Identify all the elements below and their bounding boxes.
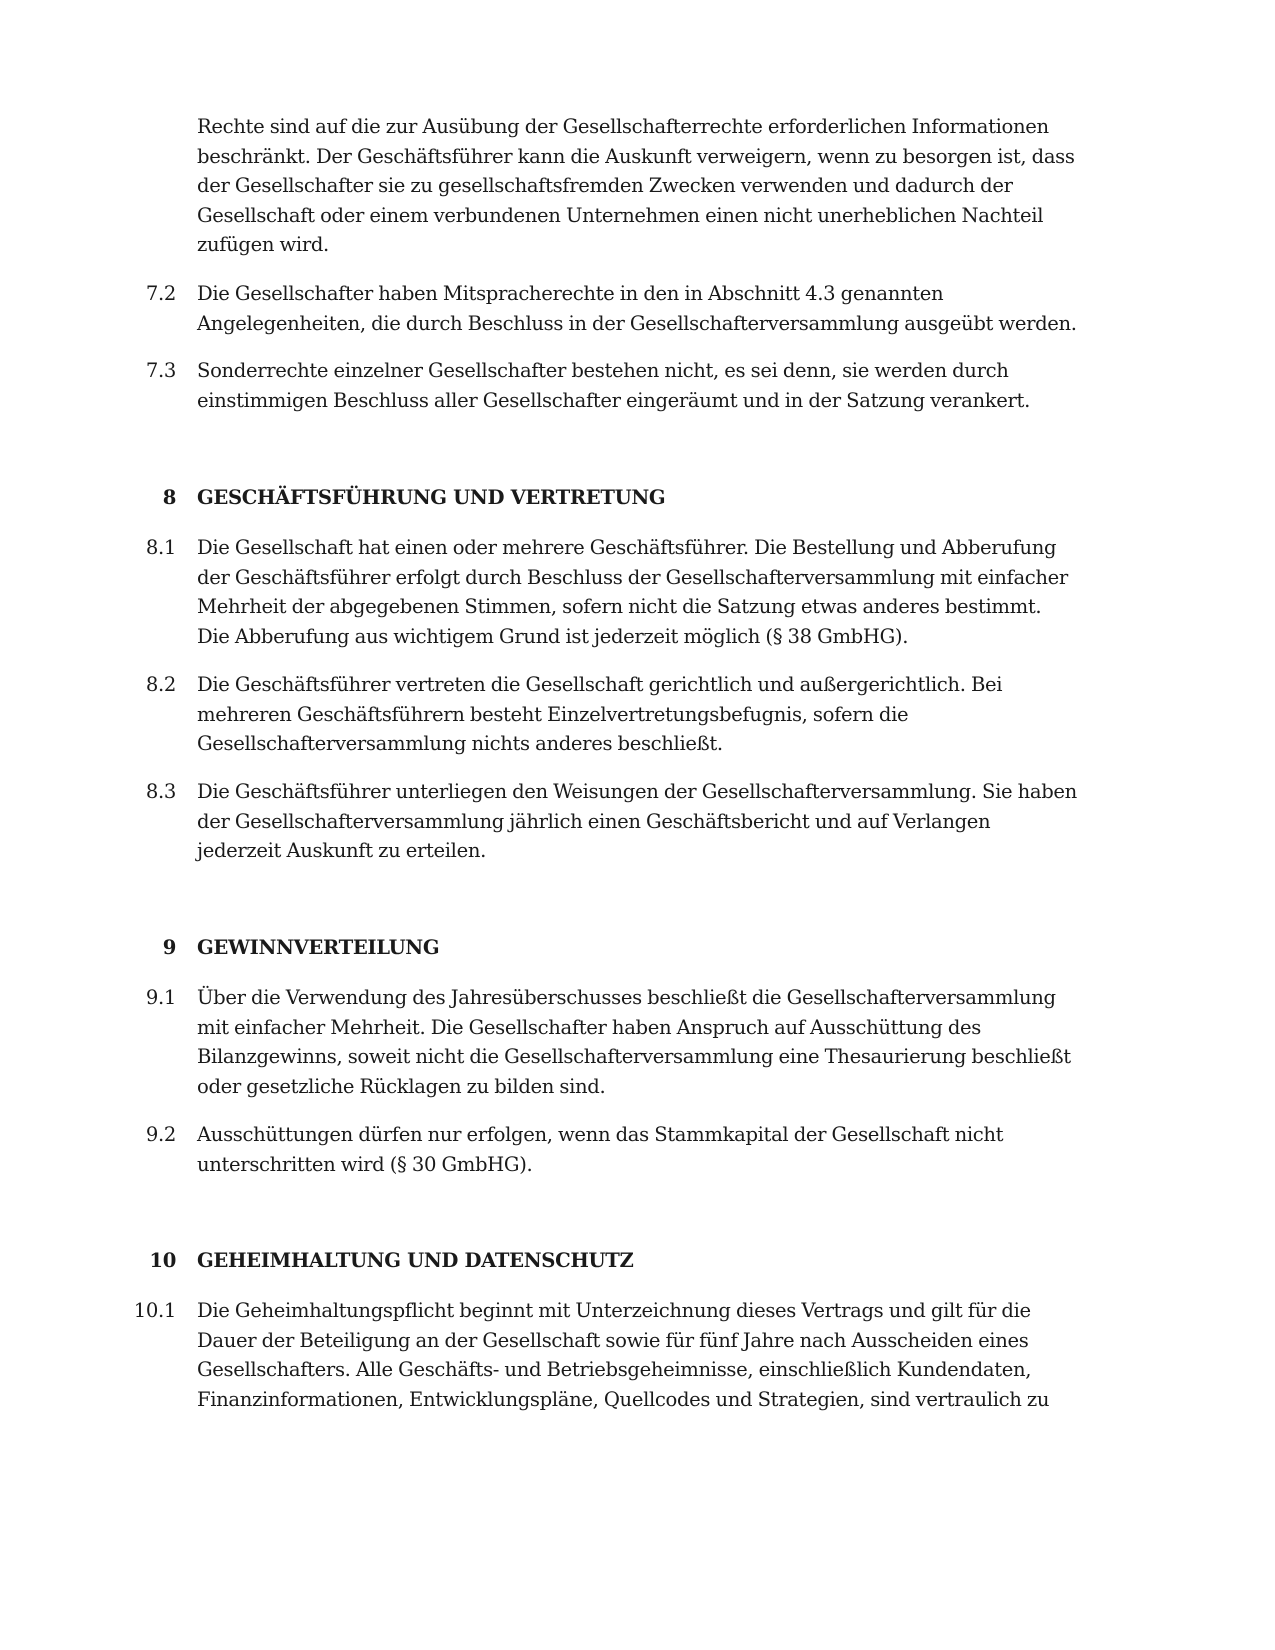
clause-number: 8.3 (145, 780, 176, 803)
clause-number: 10.1 (133, 1299, 176, 1322)
section-title: GEHEIMHALTUNG UND DATENSCHUTZ (197, 1249, 634, 1272)
section-number: 10 (149, 1249, 176, 1272)
clause-number: 8.1 (145, 536, 176, 559)
clause-number: 9.2 (145, 1123, 176, 1146)
clause-text: Die Gesellschafter haben Mitspracherechte in den in Abschnitt 4.3 genannten Angelegenheiten, die durch Beschluss in der Gesellschafterversammlung ausgeübt werden. (197, 282, 1077, 335)
clause-text: Sonderrechte einzelner Gesellschafter bestehen nicht, es sei denn, sie werden durch einstimmigen Beschluss aller Gesellschafter eingeräumt und in der Satzung verankert. (197, 359, 1030, 412)
clause-number: 7.3 (145, 359, 176, 382)
clause-number: 7.2 (145, 282, 176, 305)
clause-number: 9.1 (145, 986, 176, 1009)
section-number: 8 (162, 486, 176, 509)
clause-text: Ausschüttungen dürfen nur erfolgen, wenn das Stammkapital der Gesellschaft nicht unterschritten wird (§ 30 GmbHG). (197, 1123, 1004, 1176)
section-title: GEWINNVERTEILUNG (197, 936, 440, 959)
clause-text: Die Gesellschaft hat einen oder mehrere Geschäftsführer. Die Bestellung und Abberufung der Geschäftsführer erfolgt durch Beschluss der Gesellschafterversammlung mit einfacher Mehrheit der abgegebenen Stimmen, sofern nicht die Satzung etwas anderes bestimmt. Die Abberufung aus wichtigem Grund ist jederzeit möglich (§ 38 GmbHG). (197, 536, 1068, 648)
clause-text: Die Geheimhaltungspflicht beginnt mit Unterzeichnung dieses Vertrags und gilt für die Dauer der Beteiligung an der Gesellschaft sowie für fünf Jahre nach Ausscheiden eines Gesellschafters. Alle Geschäfts- und Betriebsgeheimnisse, einschließlich Kundendaten, Finanzinformationen, Entwicklungspläne, Quellcodes und Strategien, sind vertraulich zu (197, 1299, 1050, 1411)
clause-number: 8.2 (145, 673, 176, 696)
paragraph-continuation: Rechte sind auf die zur Ausübung der Gesellschafterrechte erforderlichen Informationen beschränkt. Der Geschäftsführer kann die Auskunft verweigern, wenn zu besorgen ist, dass der Gesellschafter sie zu gesellschaftsfremden Zwecken verwenden und dadurch der Gesellschaft oder einem verbundenen Unternehmen einen nicht unerheblichen Nachteil zufügen wird. (197, 115, 1075, 257)
clause-text: Die Geschäftsführer vertreten die Gesellschaft gerichtlich und außergerichtlich. Bei mehreren Geschäftsführern besteht Einzelvertretungsbefugnis, sofern die Gesellschafterversammlung nichts anderes beschließt. (197, 673, 1003, 756)
clause-text: Die Geschäftsführer unterliegen den Weisungen der Gesellschafterversammlung. Sie haben der Gesellschafterversammlung jährlich einen Geschäftsbericht und auf Verlangen jederzeit Auskunft zu erteilen. (197, 780, 1077, 863)
section-number: 9 (162, 936, 176, 959)
section-title: GESCHÄFTSFÜHRUNG UND VERTRETUNG (197, 486, 666, 509)
clause-text: Über die Verwendung des Jahresüberschusses beschließt die Gesellschafterversammlung mit einfacher Mehrheit. Die Gesellschafter haben Anspruch auf Ausschüttung des Bilanzgewinns, soweit nicht die Gesellschafterversammlung eine Thesaurierung beschließt oder gesetzliche Rücklagen zu bilden sind. (197, 986, 1071, 1098)
